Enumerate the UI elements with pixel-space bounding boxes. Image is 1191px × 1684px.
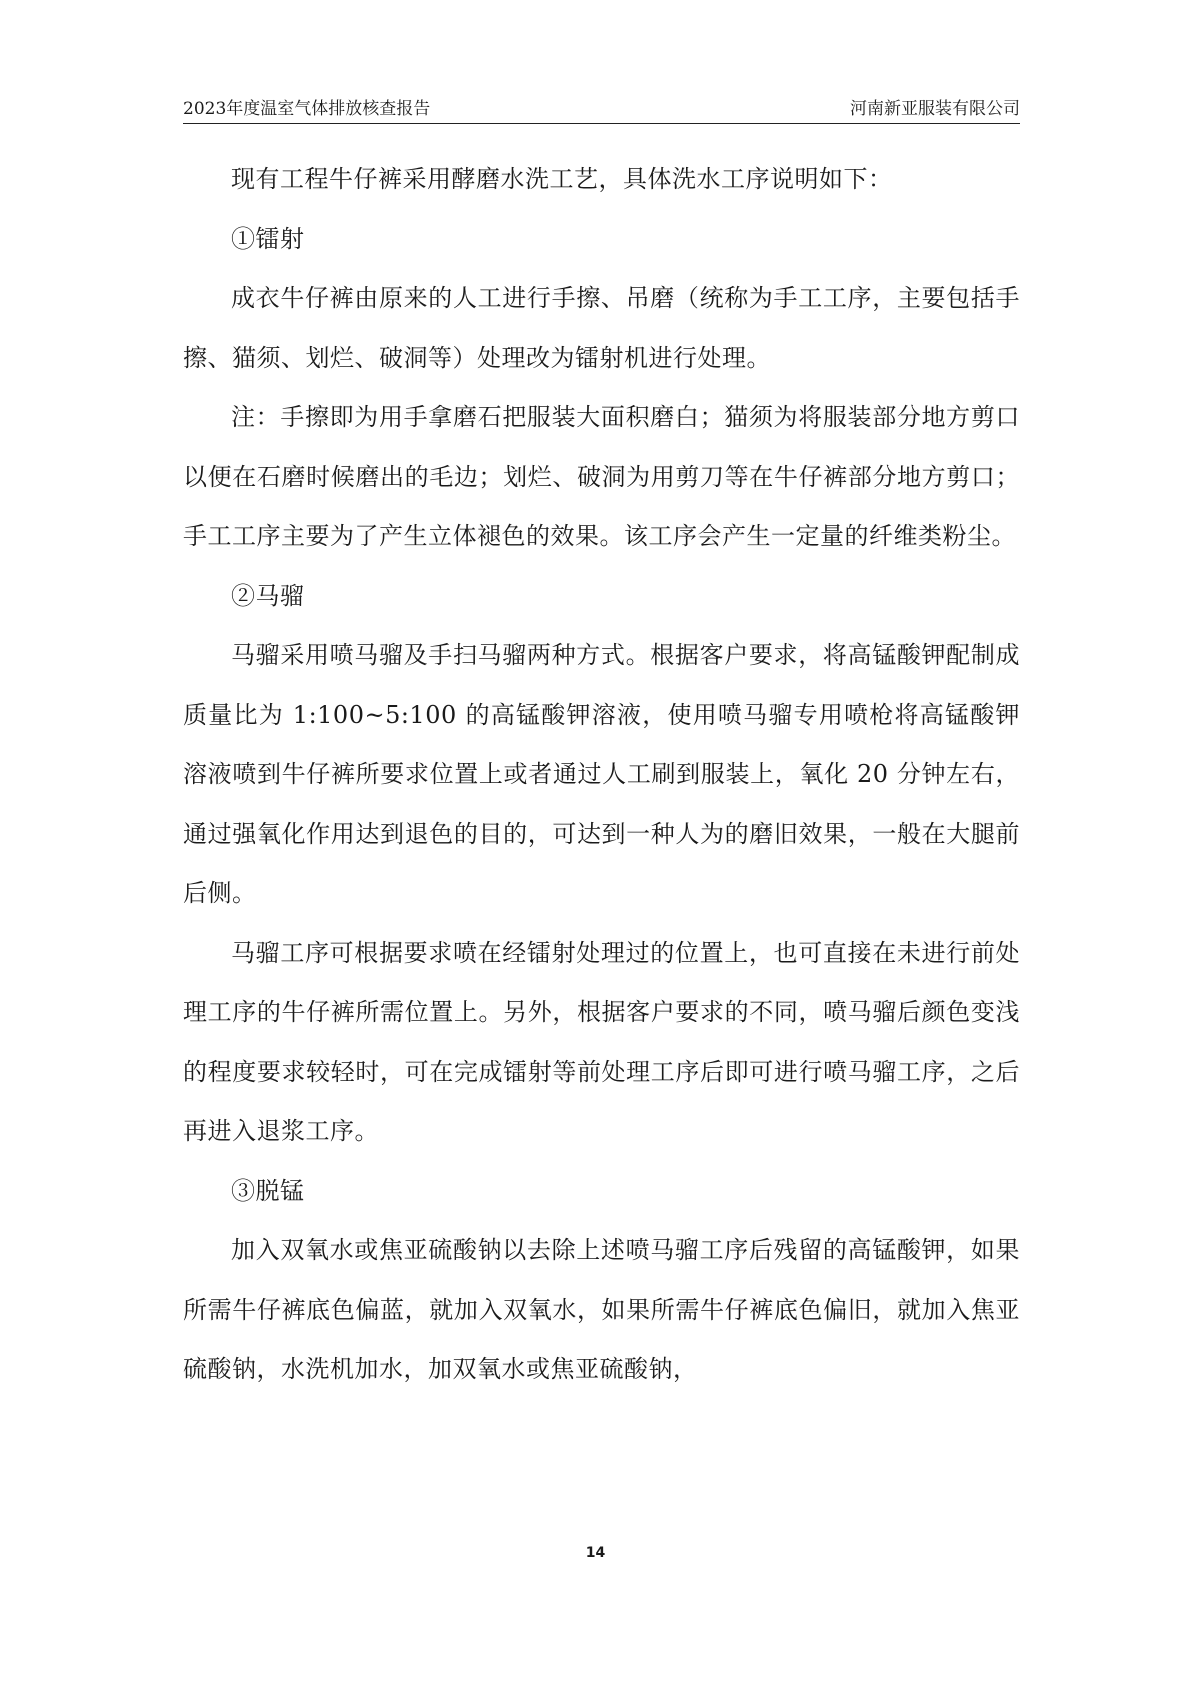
paragraph-potassium-spray-order: 马骝工序可根据要求喷在经镭射处理过的位置上，也可直接在未进行前处理工序的牛仔裤所需位置上。另外，根据客户要求的不同，喷马骝后颜色变浅的程度要求较轻时，可在完成镭射等前处理工序后即可进行喷马骝工序，之后再进入退浆工序。 bbox=[183, 938, 1020, 1145]
document-body bbox=[183, 150, 1020, 1400]
paragraph-note: 注：手擦即为用手拿磨石把服装大面积磨白；猫须为将服装部分地方剪口以便在石磨时候磨出的毛边；划烂、破洞为用剪刀等在牛仔裤部分地方剪口；手工工序主要为了产生立体褪色的效果。该工序会产生一定量的纤维类粉尘。 bbox=[183, 403, 1020, 550]
paragraph-potassium-spray: 马骝采用喷马骝及手扫马骝两种方式。根据客户要求，将高锰酸钾配制成质量比为 1:100~5:100 的高锰酸钾溶液，使用喷马骝专用喷枪将高锰酸钾溶液喷到牛仔裤所要求位置上或者通过人工刷到服装上，氧化 20 分钟左右，通过强氧化作用达到退色的目的，可达到一种人为的磨旧效果，一般在大腿前后侧。 bbox=[183, 641, 1020, 907]
page-number: 14 bbox=[585, 1545, 606, 1561]
header-rule bbox=[183, 123, 1020, 124]
header-report-title: 2023年度温室气体排放核查报告 bbox=[183, 99, 431, 119]
paragraph-demanganese: 加入双氧水或焦亚硫酸钠以去除上述喷马骝工序后残留的高锰酸钾，如果所需牛仔裤底色偏蓝，就加入双氧水，如果所需牛仔裤底色偏旧，就加入焦亚硫酸钠，水洗机加水，加双氧水或焦亚硫酸钠， bbox=[183, 1236, 1020, 1383]
paragraph-laser: 成衣牛仔裤由原来的人工进行手擦、吊磨（统称为手工工序，主要包括手擦、猫须、划烂、破洞等）处理改为镭射机进行处理。 bbox=[183, 284, 1020, 372]
page-header bbox=[183, 98, 1020, 124]
heading-laser: ①镭射 bbox=[231, 224, 305, 253]
heading-demanganese: ③脱锰 bbox=[231, 1176, 305, 1205]
header-company-name: 河南新亚服装有限公司 bbox=[850, 99, 1020, 119]
paragraph-intro: 现有工程牛仔裤采用酵磨水洗工艺，具体洗水工序说明如下： bbox=[231, 165, 893, 193]
heading-potassium-spray: ②马骝 bbox=[231, 581, 305, 610]
